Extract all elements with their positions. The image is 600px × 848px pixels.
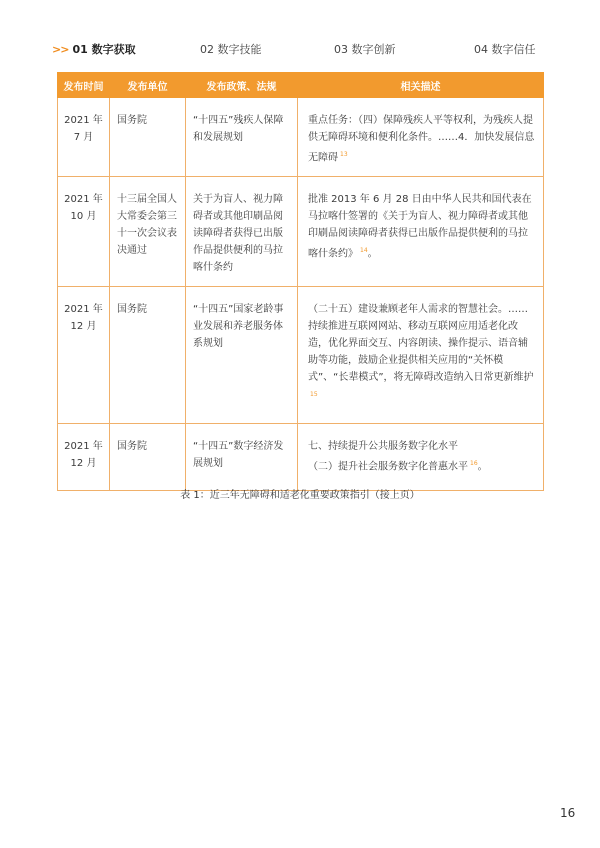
cell-date: 2021 年 7 月: [58, 98, 110, 177]
cell-description: [298, 424, 544, 491]
page-number: 16: [560, 806, 576, 820]
cell-date: 2021 年 10 月: [58, 177, 110, 287]
cell-date: 2021 年 12 月: [58, 424, 110, 491]
description-text: （二）提升社会服务数字化普惠水平: [308, 461, 468, 473]
double-chevron-right-icon: >>: [52, 43, 69, 56]
cell-policy: “十四五”国家老龄事业发展和养老服务体系规划: [186, 287, 298, 424]
footnote-ref[interactable]: 15: [310, 391, 318, 399]
table-row: [58, 177, 544, 287]
table-row: [58, 98, 544, 177]
cell-policy: 关于为盲人、视力障碍者或其他印刷品阅读障碍者获得已出版作品提供便利的马拉喀什条约: [186, 177, 298, 287]
footnote-ref[interactable]: 16: [470, 460, 478, 468]
nav-item-label: 01 数字获取: [72, 43, 136, 56]
cell-unit: 十三届全国人大常委会第三十一次会议表决通过: [110, 177, 186, 287]
table-row: [58, 287, 544, 424]
description-tail: 。: [367, 248, 378, 260]
cell-date: 2021 年 12 月: [58, 287, 110, 424]
nav-item-digital-trust[interactable]: 04 数字信任: [474, 43, 536, 56]
cell-unit: 国务院: [110, 424, 186, 491]
nav-item-digital-skills[interactable]: 02 数字技能: [200, 43, 262, 56]
description-tail: 。: [477, 461, 488, 473]
description-text: 批准 2013 年 6 月 28 日由中华人民共和国代表在马拉喀什签署的《关于为盲人、视力障碍者或其他印刷品阅读障碍者获得已出版作品提供便利的马拉喀什条约》: [308, 194, 532, 260]
description-text: 七、持续提升公共服务数字化水平: [308, 441, 458, 453]
cell-unit: 国务院: [110, 287, 186, 424]
table-caption: 表 1：近三年无障碍和适老化重要政策指引（接上页）: [180, 490, 420, 501]
cell-unit: 国务院: [110, 98, 186, 177]
description-text: （二十五）建设兼顾老年人需求的智慧社会。……持续推进互联网网站、移动互联网应用适老化改造，优化界面交互、内容朗读、操作提示、语音辅助等功能，鼓励企业提供相关应用的“关怀模式”、“长辈模式”，将无障碍改造纳入日常更新维护: [308, 304, 534, 384]
cell-description: [298, 287, 544, 424]
cell-policy: “十四五”残疾人保障和发展规划: [186, 98, 298, 177]
description-text: 重点任务：（四）保障残疾人平等权利，为残疾人提供无障碍环境和便利化条件。……4．加快发展信息无障碍: [308, 115, 535, 164]
cell-description: [298, 98, 544, 177]
cell-description: [298, 177, 544, 287]
header-release-unit: 发布单位: [110, 73, 186, 98]
nav-item-digital-innovation[interactable]: 03 数字创新: [334, 43, 396, 56]
header-description: 相关描述: [298, 73, 544, 98]
footnote-ref[interactable]: 14: [360, 247, 368, 255]
header-policy: 发布政策、法规: [186, 73, 298, 98]
policy-table: [57, 72, 544, 491]
section-nav: [52, 41, 552, 57]
table-header-row: [58, 73, 544, 98]
cell-policy: “十四五”数字经济发展规划: [186, 424, 298, 491]
table-row: [58, 424, 544, 491]
header-release-time: 发布时间: [58, 73, 110, 98]
footnote-ref[interactable]: 13: [340, 151, 348, 158]
nav-item-digital-access[interactable]: [52, 41, 136, 57]
